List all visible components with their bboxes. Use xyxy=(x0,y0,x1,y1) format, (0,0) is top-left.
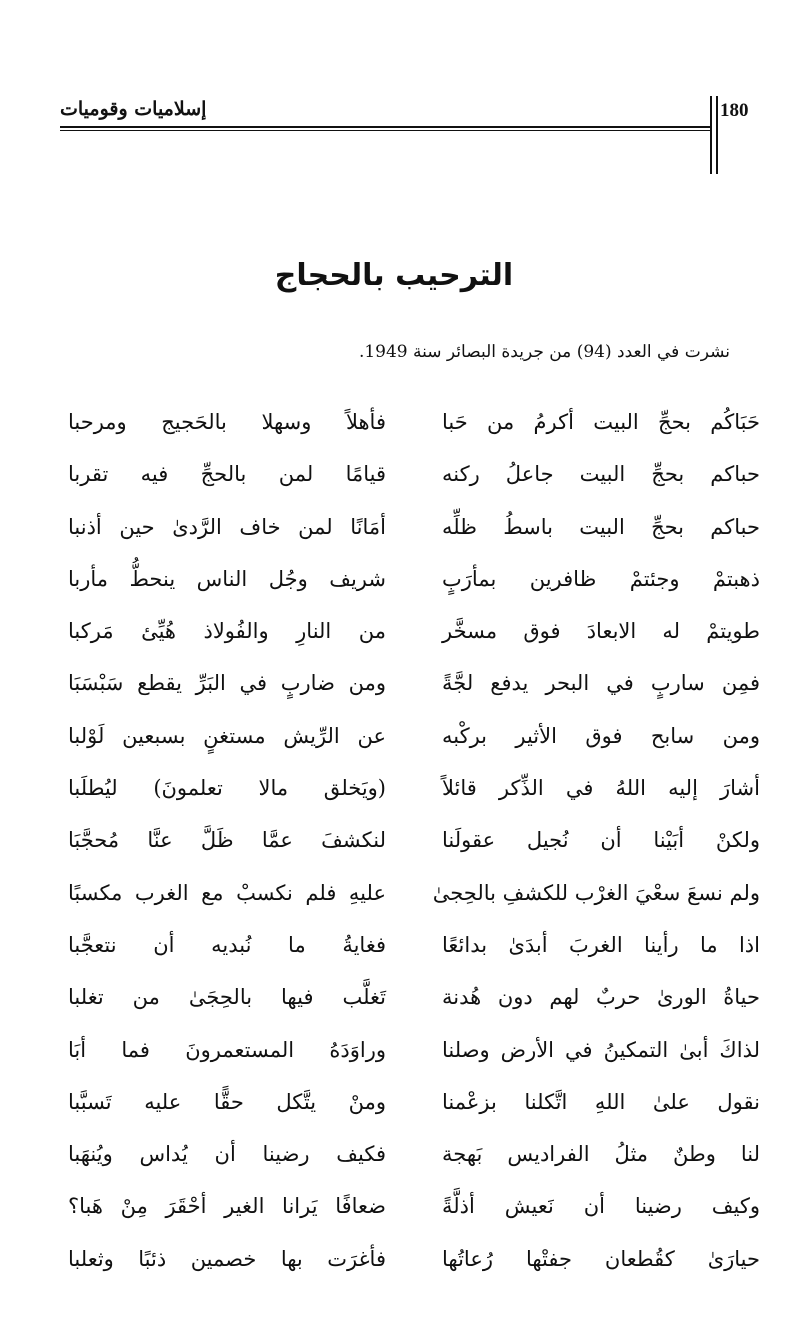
first-hemistich: فمِن ساربٍ في البحر يدفع لجَّةً xyxy=(442,671,760,696)
first-hemistich: أشارَ إليه اللهُ في الذِّكر قائلاً xyxy=(442,776,760,801)
second-hemistich: وراوَدَهُ المستعمرونَ فما أبَا xyxy=(68,1037,386,1062)
publication-note: نشرت في العدد (94) من جريدة البصائر سنة 1949. xyxy=(358,342,730,362)
verse-line xyxy=(40,663,760,715)
verse-line xyxy=(40,507,760,559)
verse-line xyxy=(40,977,760,1029)
second-hemistich: من النارِ والفُولاذ هُيِّئ مَركبا xyxy=(68,619,386,644)
first-hemistich: ومن سابح فوق الأثير بركْبه xyxy=(442,723,760,748)
first-hemistich: وكيف رضينا أن نَعيش أذلَّةً xyxy=(442,1194,760,1219)
second-hemistich: قيامًا لمن بالحجِّ فيه تقربا xyxy=(68,462,386,487)
second-hemistich: أمَانًا لمن خاف الرَّدىٰ حين أذنبا xyxy=(68,514,386,539)
second-hemistich: ضعافًا يَرانا الغير أحْقَرَ مِنْ هَبا؟ xyxy=(68,1194,386,1219)
first-hemistich: ذهبتمْ وجئتمْ ظافرين بمأرَبٍ xyxy=(442,566,760,591)
page-number: 180 xyxy=(720,100,749,121)
second-hemistich: فغايةُ ما نُبديه أن نتعجَّبا xyxy=(68,932,386,957)
second-hemistich: تَغلَّب فيها بالحِجَىٰ من تغلبا xyxy=(68,985,386,1010)
verse-line xyxy=(40,925,760,977)
verse-line xyxy=(40,873,760,925)
verse-line xyxy=(40,1082,760,1134)
first-hemistich: حَبَاكُم بحجِّ البيت أكرمُ من حَبا xyxy=(442,410,760,434)
running-header xyxy=(50,96,762,176)
second-hemistich: فكيف رضينا أن يُداس ويُنهَبا xyxy=(68,1142,386,1167)
header-vertical-bar xyxy=(710,96,718,174)
first-hemistich: نقول علىٰ اللهِ اتَّكلنا بزعْمنا xyxy=(442,1089,760,1114)
verse-line xyxy=(40,1239,760,1291)
second-hemistich: (ويَخلق مالا تعلمونَ) ليُطلَبا xyxy=(68,776,386,801)
first-hemistich: ولم نسعَ سعْيَ الغرْب للكشفِ بالحِجىٰ xyxy=(432,880,760,905)
verse-line xyxy=(40,820,760,872)
header-rule xyxy=(60,126,710,128)
first-hemistich: اذا ما رأينا الغربَ أبدَىٰ بدائعًا xyxy=(442,932,760,957)
first-hemistich: حباكم بحجِّ البيت جاعلُ ركنه xyxy=(442,462,760,487)
verse-line xyxy=(40,402,760,454)
first-hemistich: حيارَىٰ كقُطعان جفتْها رُعاتُها xyxy=(442,1246,760,1271)
first-hemistich: لنا وطنٌ مثلُ الفراديس بَهجة xyxy=(442,1142,760,1167)
verse-line xyxy=(40,716,760,768)
poem-body xyxy=(40,402,760,1291)
second-hemistich: لنكشفَ عمَّا ظَلَّ عنَّا مُحجَّبَا xyxy=(68,828,386,853)
first-hemistich: طويتمْ له الابعادَ فوق مسخَّر xyxy=(442,619,760,644)
book-title: إسلاميات وقوميات xyxy=(60,98,207,120)
first-hemistich: حياةُ الورىٰ حربٌ لهم دون هُدنة xyxy=(442,985,760,1010)
second-hemistich: ومن ضاربٍ في البَرِّ يقطع سَبْسَبَا xyxy=(68,671,386,696)
verse-line xyxy=(40,1030,760,1082)
verse-line xyxy=(40,1186,760,1238)
second-hemistich: ومنْ يتَّكل حقًّا عليه تَسبَّبا xyxy=(68,1089,386,1114)
header-rule-thin xyxy=(60,130,710,131)
verse-line xyxy=(40,1134,760,1186)
second-hemistich: فأهلاً وسهلا بالحَجيج ومرحبا xyxy=(68,410,386,434)
verse-line xyxy=(40,768,760,820)
first-hemistich: ولكنْ أبَيْنا أن نُجيل عقولَنا xyxy=(442,828,760,853)
second-hemistich: عليهِ فلم نكسبْ مع الغرب مكسبًا xyxy=(68,880,386,905)
second-hemistich: شريف وجُل الناس ينحطُّ مأربا xyxy=(68,566,386,591)
second-hemistich: عن الرِّيش مستغنٍ بسبعين لَوْلبا xyxy=(68,723,386,748)
verse-line xyxy=(40,611,760,663)
first-hemistich: حباكم بحجِّ البيت باسطُ ظلِّه xyxy=(442,514,760,539)
poem-title: الترحيب بالحجاج xyxy=(274,258,514,293)
verse-line xyxy=(40,454,760,506)
second-hemistich: فأغرَت بها خصمين ذئبًا وثعلبا xyxy=(68,1246,386,1271)
verse-line xyxy=(40,559,760,611)
first-hemistich: لذاكَ أبىٰ التمكينُ في الأرض وصلنا xyxy=(442,1037,760,1062)
